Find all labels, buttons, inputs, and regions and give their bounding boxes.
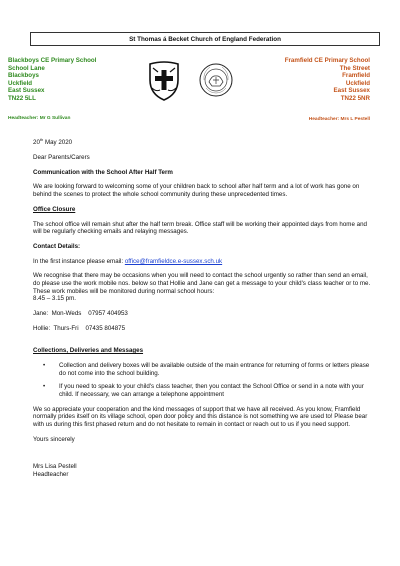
- school-seal-icon: [198, 62, 234, 98]
- left-school-street: School Lane: [8, 64, 45, 72]
- federation-title: St Thomas á Becket Church of England Federation: [30, 32, 380, 46]
- left-school-address: [8, 57, 148, 103]
- school-hours: 8.45 – 3.15 pm.: [33, 295, 76, 303]
- hollie-contact: Hollie: Thurs-Fri 07435 804875: [33, 324, 126, 332]
- list-item: • If you need to speak to your child's class teacher, then you contact the School Office or send in a note with your child. If necessary, we can arrange a telephone appointment: [43, 383, 364, 398]
- signoff: Yours sincerely: [33, 435, 75, 443]
- right-headteacher: Headteacher: Mrs L Pestell: [308, 117, 370, 122]
- right-school-town: Uckfield: [345, 79, 370, 87]
- closing-paragraph: We so appreciate your cooperation and the kind messages of support that we have all received. As you know, Framfield normally prides itself on its village school, open door policy and this distance is not something we are used to! Please bear with us during this first phased return and do not hesitate to remain in contact or reach out to us if you need support.: [33, 405, 368, 428]
- left-school-postcode: TN22 5LL: [8, 94, 36, 102]
- signer-name: Mrs Lisa Pestell: [33, 463, 77, 471]
- right-school-address: [240, 57, 370, 103]
- signer-title: Headteacher: [33, 470, 69, 478]
- left-school-town: Uckfield: [8, 79, 33, 87]
- left-school-village: Blackboys: [8, 72, 39, 80]
- school-crest-icon: [146, 60, 182, 102]
- intro-paragraph: We are looking forward to welcoming some of your children back to school after half term and a lot of work has gone on behind the scenes to protect the whole school community during these unprecedented times.: [33, 183, 360, 198]
- office-closure-paragraph: The school office will remain shut after the half term break. Office staff will be working their appointed days from home and will be regularly checking emails and relaying messages.: [33, 220, 367, 236]
- contact-email-line: In the first instance please email: office@framfieldce.e-sussex.sch.uk: [33, 257, 223, 265]
- left-headteacher: Headteacher: Mr G Sullivan: [8, 116, 71, 121]
- letter-date: 20th May 2020: [33, 136, 73, 146]
- right-school-name: Framfield CE Primary School: [284, 57, 370, 64]
- letter-body: [33, 136, 373, 478]
- left-school-county: East Sussex: [8, 87, 45, 95]
- letter-subject: Communication with the School After Half Term: [33, 168, 173, 176]
- right-school-postcode: TN22 5NR: [340, 94, 370, 102]
- urgent-contact-paragraph: We recognise that there may be occasions when you will need to contact the school urgently so rather than send an email, do please use the work mobile nos. below so that Hollie and Jane can get a message to your child's class teacher or to me. These work mobiles will be monitored during normal school hours: 8.45 – 3.15 pm.: [33, 272, 371, 303]
- office-closure-heading: Office Closure: [33, 205, 76, 213]
- right-school-county: East Sussex: [333, 87, 370, 95]
- right-school-village: Framfield: [342, 72, 370, 80]
- jane-contact: Jane: Mon-Weds 07957 404953: [33, 310, 128, 317]
- right-school-street: The Street: [339, 64, 370, 72]
- contact-details-heading: Contact Details:: [33, 242, 81, 250]
- collections-heading: Collections, Deliveries and Messages: [33, 347, 144, 355]
- left-school-name: Blackboys CE Primary School: [8, 57, 97, 64]
- contact-email-link[interactable]: office@framfieldce.e-sussex.sch.uk: [124, 257, 223, 265]
- salutation: Dear Parents/Carers: [33, 153, 90, 161]
- list-item: • Collection and delivery boxes will be available outside of the main entrance for returning of forms or letters please do not come into the school building.: [43, 362, 370, 377]
